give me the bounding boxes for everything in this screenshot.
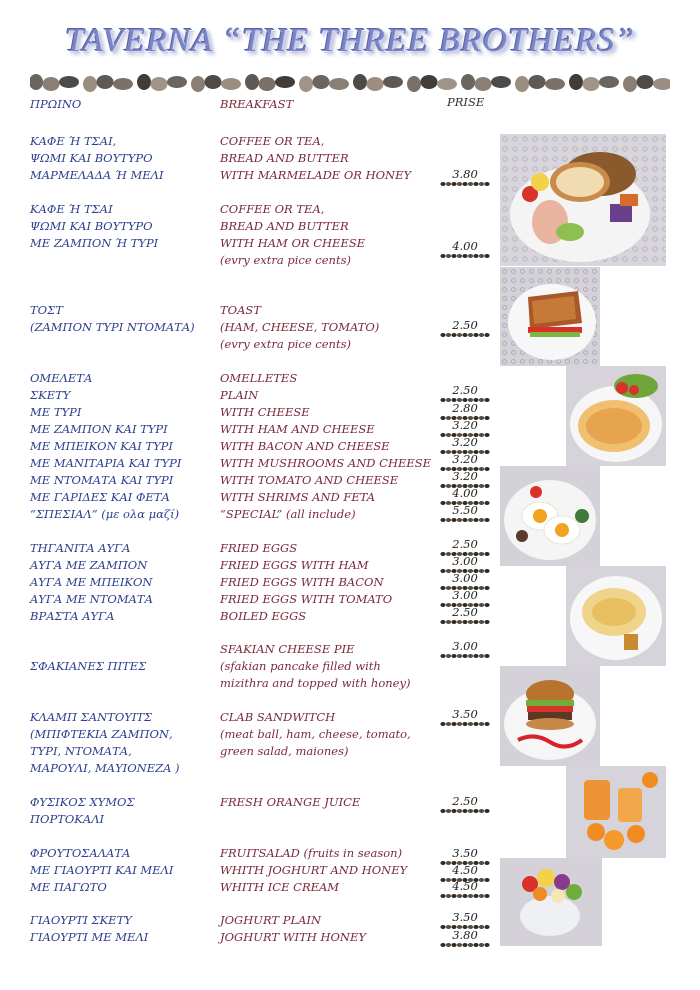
menu-item-english: WITH CHEESE	[220, 405, 310, 419]
price-value: 2.80	[452, 401, 478, 415]
price-value: 2.50	[452, 318, 478, 332]
menu-item-english: (evry extra pice cents)	[220, 253, 351, 267]
menu-item-english: BREAD AND BUTTER	[220, 219, 349, 233]
menu-item-greek: ΨΩΜΙ ΚΑΙ ΒΟΥΤΥΡΟ	[30, 219, 153, 233]
menu-item-greek: ΑΥΓΑ ΜΕ ΝΤΟΜΑΤΑ	[30, 592, 153, 606]
price-value: 3.20	[452, 435, 478, 449]
menu-item-english: (sfakian pancake filled with	[220, 659, 381, 673]
menu-item-english: (HAM, CHEESE, TOMATO)	[220, 320, 380, 334]
menu-item-greek: ΜΕ ΓΑΡΙΔΕΣ ΚΑΙ ΦΕΤΑ	[30, 490, 170, 504]
menu-item-english: TOAST	[220, 303, 261, 317]
menu-item-english: FRIED EGGS	[220, 541, 298, 555]
menu-item-greek: ΜΑΡΟΥΛΙ, ΜΑΥΙΟΝΕΖΑ )	[30, 761, 180, 775]
price-value: 3.80	[452, 928, 478, 942]
menu-item-greek: ΜΕ ΝΤΟΜΑΤΑ ΚΑΙ ΤΥΡΙ	[30, 473, 174, 487]
fried-eggs-photo	[500, 466, 600, 566]
menu-item-greek: ΜΕ ΖΑΜΠΟΝ Ή ΤΥΡΙ	[30, 236, 159, 250]
menu-item-english: COFFEE OR TEA,	[220, 134, 325, 148]
menu-item-greek: ΚΛΑΜΠ ΣΑΝΤΟΥΙΤΣ	[30, 710, 153, 724]
menu-item-english: (meat ball, ham, cheese, tomato,	[220, 727, 411, 741]
menu-item-english: BOILED EGGS	[220, 609, 307, 623]
menu-item-greek: ΚΑΦΕ Ή ΤΣΑΙ,	[30, 134, 117, 148]
menu-item-greek: (ΜΠΙΦΤΕΚΙΑ ΖΑΜΠΟΝ,	[30, 727, 173, 741]
price-bead-divider	[440, 808, 490, 814]
menu-item-greek: ΓΙΑΟΥΡΤΙ ΜΕ ΜΕΛΙ	[30, 930, 149, 944]
price-bead-divider	[440, 332, 490, 338]
menu-item-greek: ΤΗΓΑΝΙΤΑ ΑΥΓΑ	[30, 541, 131, 555]
column-header-price: PRISE	[447, 95, 485, 109]
menu-item-greek: ΜΑΡΜΕΛΑΔΑ Ή ΜΕΛΙ	[30, 168, 164, 182]
pebble-divider	[30, 72, 670, 94]
menu-item-english: CLAB SANDWITCH	[220, 710, 336, 724]
menu-item-english: mizithra and topped with honey)	[220, 676, 411, 690]
price-bead-divider	[440, 253, 490, 259]
menu-item-english: WHITH ICE CREAM	[220, 880, 340, 894]
menu-item-greek: ΜΕ ΠΑΓΩΤΟ	[30, 880, 107, 894]
price-bead-divider	[440, 942, 490, 948]
menu-item-english: WITH BACON AND CHEESE	[220, 439, 390, 453]
price-value: 3.50	[452, 707, 478, 721]
price-value: 3.00	[452, 588, 478, 602]
menu-item-greek: ΚΑΦΕ Ή ΤΣΑΙ	[30, 202, 113, 216]
menu-item-greek: ΜΕ ΤΥΡΙ	[30, 405, 82, 419]
price-value: 3.00	[452, 639, 478, 653]
menu-item-greek: ΟΜΕΛΕΤΑ	[30, 371, 93, 385]
price-value: 3.50	[452, 910, 478, 924]
price-value: 4.00	[452, 239, 478, 253]
omelette-photo	[566, 366, 666, 466]
menu-item-english: WITH MUSHROOMS AND CHEESE	[220, 456, 432, 470]
price-value: 3.00	[452, 571, 478, 585]
price-value: 2.50	[452, 794, 478, 808]
menu-item-english: JOGHURT WITH HONEY	[220, 930, 366, 944]
menu-item-greek: ΜΕ ΖΑΜΠΟΝ ΚΑΙ ΤΥΡΙ	[30, 422, 168, 436]
breakfast-plate-photo	[500, 134, 666, 266]
price-bead-divider	[440, 721, 490, 727]
menu-item-greek: ΦΡΟΥΤΟΣΑΛΑΤΑ	[30, 846, 131, 860]
menu-item-greek: ΓΙΑΟΥΡΤΙ ΣΚΕΤΥ	[30, 913, 132, 927]
price-bead-divider	[440, 517, 490, 523]
price-bead-divider	[440, 653, 490, 659]
menu-item-english: “SPECIAL” (all include)	[220, 507, 356, 521]
menu-item-english: WHITH JOGHURT AND HONEY	[220, 863, 408, 877]
toast-photo	[500, 267, 600, 366]
price-value: 3.50	[452, 846, 478, 860]
menu-item-english: PLAIN	[220, 388, 259, 402]
orange-juice-photo	[566, 766, 666, 858]
price-value: 4.50	[452, 879, 478, 893]
menu-item-english: WITH MARMELADE OR HONEY	[220, 168, 412, 182]
menu-item-greek: ΜΕ ΓΙΑΟΥΡΤΙ ΚΑΙ ΜΕΛΙ	[30, 863, 174, 877]
menu-title: TAVERNA “THE THREE BROTHERS”	[64, 22, 635, 59]
menu-item-greek: ΨΩΜΙ ΚΑΙ ΒΟΥΤΥΡΟ	[30, 151, 153, 165]
menu-item-english: WITH SHRIMS AND FETA	[220, 490, 376, 504]
menu-item-english: COFFEE OR TEA,	[220, 202, 325, 216]
menu-item-english: green salad, maiones)	[220, 744, 349, 758]
price-value: 2.50	[452, 537, 478, 551]
price-value: 3.20	[452, 418, 478, 432]
menu-item-english: FRESH ORANGE JUICE	[220, 795, 361, 809]
menu-item-greek: ΦΥΣΙΚΟΣ ΧΥΜΟΣ	[30, 795, 135, 809]
menu-item-greek: ΠΟΡΤΟΚΑΛΙ	[30, 812, 105, 826]
menu-item-greek: ΣΚΕΤΥ	[30, 388, 71, 402]
menu-item-greek: ΑΥΓΑ ΜΕ ΜΠΕΙΚΟΝ	[30, 575, 153, 589]
price-value: 3.80	[452, 167, 478, 181]
price-value: 3.20	[452, 452, 478, 466]
menu-item-english: WITH TOMATO AND CHEESE	[220, 473, 399, 487]
menu-item-english: WITH HAM OR CHEESE	[220, 236, 366, 250]
cheese-pie-photo	[566, 566, 666, 666]
menu-item-greek: ΤΥΡΙ, ΝΤΟΜΑΤΑ,	[30, 744, 132, 758]
menu-item-english: WITH HAM AND CHEESE	[220, 422, 375, 436]
fruit-salad-photo	[500, 858, 602, 946]
menu-item-english: SFAKIAN CHEESE PIE	[220, 642, 355, 656]
price-value: 2.50	[452, 605, 478, 619]
menu-item-greek: “ΣΠΕΣΙΑΛ” (με ολα μαζί)	[30, 507, 180, 521]
menu-item-english: OMELLETES	[220, 371, 298, 385]
menu-item-greek: ΑΥΓΑ ΜΕ ΖΑΜΠΟΝ	[30, 558, 148, 572]
menu-item-greek: ΒΡΑΣΤΑ ΑΥΓΑ	[30, 609, 115, 623]
price-value: 3.20	[452, 469, 478, 483]
price-value: 4.00	[452, 486, 478, 500]
price-bead-divider	[440, 181, 490, 187]
price-value: 4.50	[452, 863, 478, 877]
menu-item-english: BREAD AND BUTTER	[220, 151, 349, 165]
price-value: 3.00	[452, 554, 478, 568]
menu-item-english: FRIED EGGS WITH TOMATO	[220, 592, 393, 606]
menu-item-english: JOGHURT PLAIN	[220, 913, 322, 927]
price-bead-divider	[440, 893, 490, 899]
menu-item-english: FRIED EGGS WITH BACON	[220, 575, 384, 589]
menu-item-greek: ΣΦΑΚΙΑΝΕΣ ΠΙΤΕΣ	[30, 659, 147, 673]
menu-item-greek: ΜΕ ΜΑΝΙΤΑΡΙΑ ΚΑΙ ΤΥΡΙ	[30, 456, 182, 470]
price-value: 5.50	[452, 503, 478, 517]
menu-item-english: (evry extra pice cents)	[220, 337, 351, 351]
price-bead-divider	[440, 619, 490, 625]
menu-item-english: FRUITSALAD (fruits in season)	[220, 846, 403, 860]
club-sandwich-photo	[500, 666, 600, 766]
menu-item-greek: ΤΟΣΤ	[30, 303, 63, 317]
price-value: 2.50	[452, 383, 478, 397]
column-header-english: BREAKFAST	[220, 97, 294, 111]
menu-item-greek: (ΖΑΜΠΟΝ ΤΥΡΙ ΝΤΟΜΑΤΑ)	[30, 320, 195, 334]
menu-item-greek: ΜΕ ΜΠΕΙΚΟΝ ΚΑΙ ΤΥΡΙ	[30, 439, 173, 453]
menu-item-english: FRIED EGGS WITH HAM	[220, 558, 369, 572]
column-header-greek: ΠΡΩΙΝΟ	[30, 97, 82, 111]
